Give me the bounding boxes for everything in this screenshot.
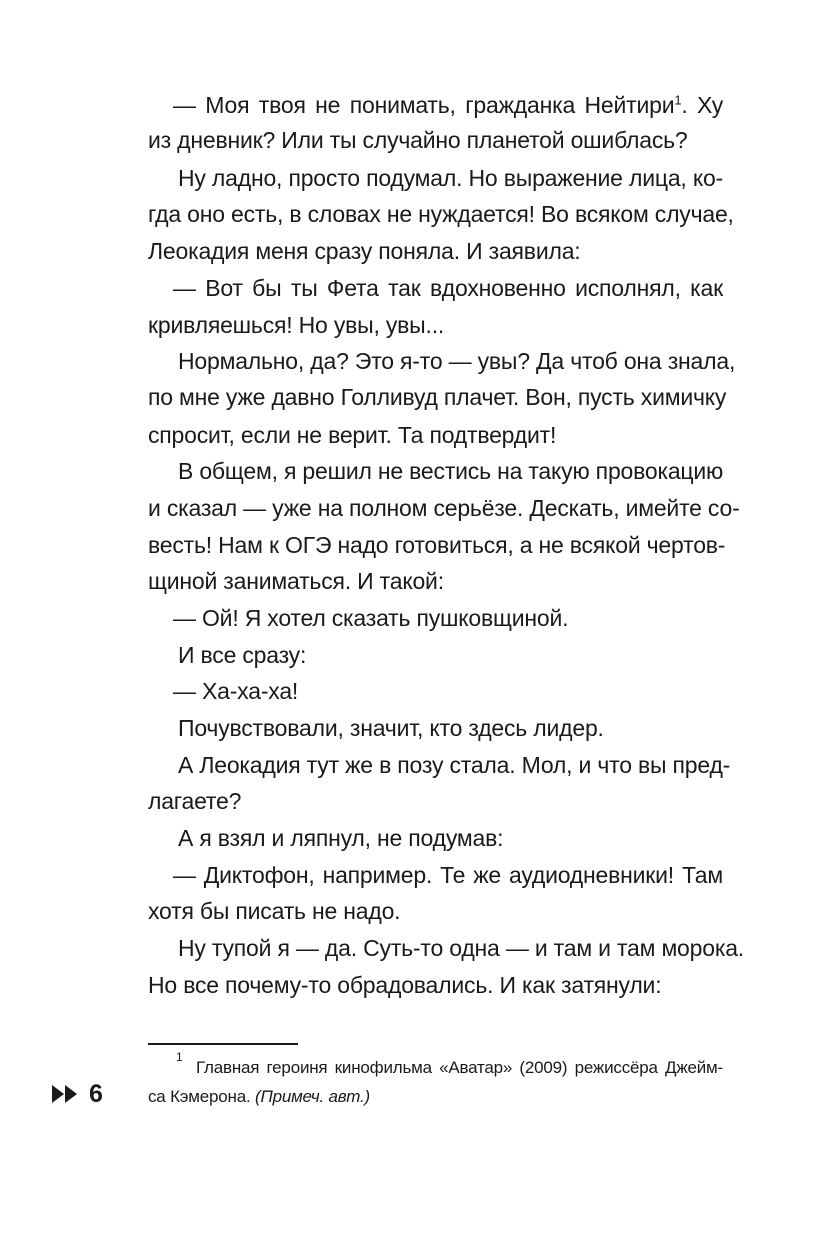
footnote-divider bbox=[148, 1043, 298, 1045]
text-line: — Вот бы ты Фета так вдохновенно исполнял, как bbox=[173, 275, 723, 301]
footnote-note: (Примеч. авт.) bbox=[255, 1087, 370, 1106]
double-arrow-icon bbox=[52, 1085, 77, 1103]
text-line: — Ха-ха-ха! bbox=[173, 678, 299, 704]
footnote-line bbox=[148, 1082, 723, 1112]
text-line: Нормально, да? Это я-то — увы? Да чтоб она знала, bbox=[178, 348, 736, 374]
text-line: — Ой! Я хотел сказать пушковщиной. bbox=[173, 605, 569, 631]
page-number: 6 bbox=[89, 1079, 103, 1108]
text-line: Леокадия меня сразу поняла. И заявила: bbox=[148, 238, 581, 264]
footnote-text: Главная героиня кинофильма «Аватар» (2009) режиссёра Джейм- bbox=[196, 1058, 723, 1077]
text-line: В общем, я решил не вестись на такую провокацию bbox=[178, 458, 724, 484]
text-line bbox=[148, 89, 723, 122]
text-line: И все сразу: bbox=[178, 642, 307, 668]
footnote-text: са Кэмерона. bbox=[148, 1087, 251, 1106]
text-line: из дневник? Или ты случайно планетой ошиблась? bbox=[148, 127, 688, 153]
text-line: и сказал — уже на полном серьёзе. Дескать, имейте со- bbox=[148, 495, 740, 521]
text-line: весть! Нам к ОГЭ надо готовиться, а не всякой чертов- bbox=[148, 532, 726, 558]
text-line: А я взял и ляпнул, не подумав: bbox=[178, 825, 504, 851]
text-line: хотя бы писать не надо. bbox=[148, 898, 401, 924]
text-line: лагаете? bbox=[148, 788, 242, 814]
text-line: Ну тупой я — да. Суть-то одна — и там и там морока. bbox=[178, 935, 744, 961]
footnote-reference[interactable]: 1 bbox=[674, 92, 682, 108]
page-folio bbox=[52, 1079, 103, 1109]
text-line: по мне уже давно Голливуд плачет. Вон, пусть химичку bbox=[148, 384, 727, 410]
line-text: — Моя твоя не понимать, гражданка Нейтири bbox=[173, 92, 675, 118]
text-line: Ну ладно, просто подумал. Но выражение лица, ко- bbox=[178, 165, 723, 191]
text-line: Почувствовали, значит, кто здесь лидер. bbox=[178, 715, 604, 741]
text-line: спросит, если не верит. Та подтвердит! bbox=[148, 422, 557, 448]
footnote-number: 1 bbox=[176, 1050, 183, 1064]
text-line: кривляешься! Но увы, увы... bbox=[148, 312, 445, 338]
text-line: гда оно есть, в словах не нуждается! Во всяком случае, bbox=[148, 201, 734, 227]
text-line: — Диктофон, например. Те же аудиодневники! Там bbox=[173, 862, 723, 888]
text-line: А Леокадия тут же в позу стала. Мол, и что вы пред- bbox=[178, 752, 731, 778]
text-line: Но все почему-то обрадовались. И как затянули: bbox=[148, 972, 662, 998]
footnote-line bbox=[148, 1053, 723, 1083]
text-line: щиной заниматься. И такой: bbox=[148, 568, 444, 594]
line-text-after: . Ху bbox=[681, 92, 723, 118]
